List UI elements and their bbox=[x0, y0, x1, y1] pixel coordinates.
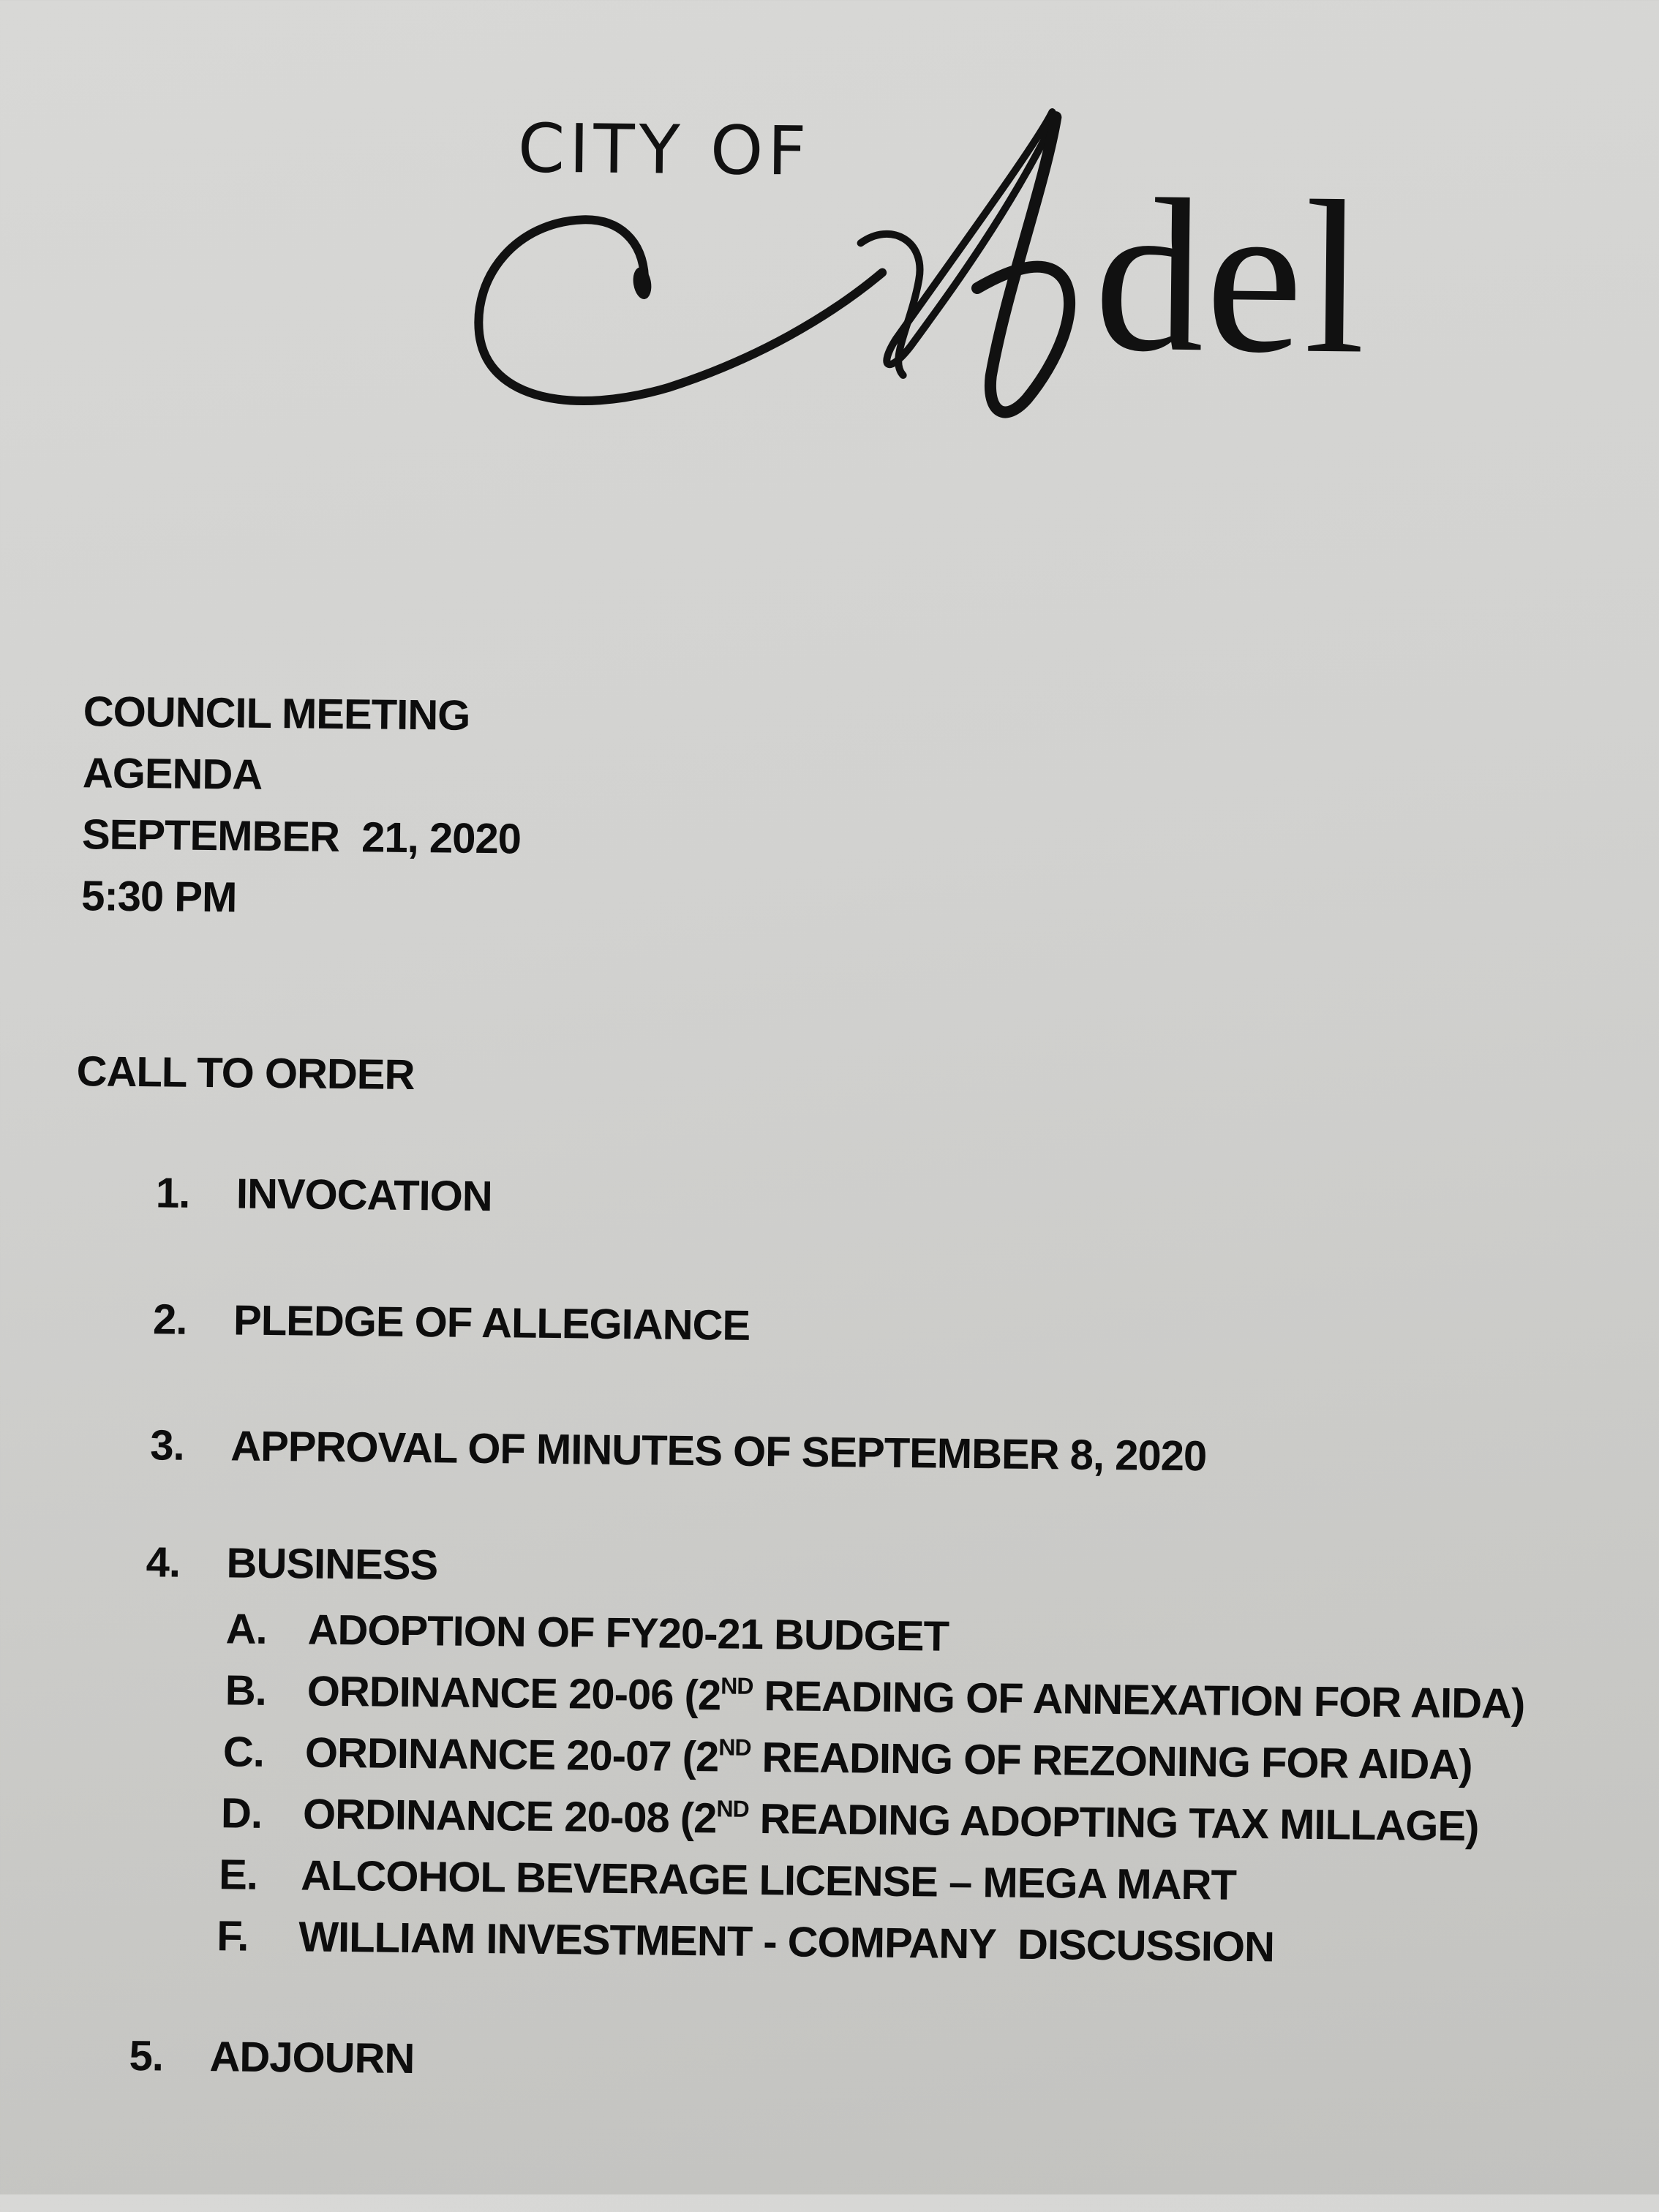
agenda-item-business bbox=[146, 1538, 437, 1590]
business-item-ordinance-20-07 bbox=[223, 1727, 1472, 1789]
meeting-time: 5:30 PM bbox=[80, 872, 237, 922]
item-number: 5. bbox=[129, 2032, 164, 2080]
item-number: 3. bbox=[149, 1421, 185, 1470]
sub-item-letter: E. bbox=[218, 1851, 258, 1899]
logo-del-text: del bbox=[1093, 153, 1369, 399]
item-label: PLEDGE OF ALLEGIANCE bbox=[233, 1296, 750, 1350]
item-number: 2. bbox=[152, 1295, 187, 1344]
business-item-william-investment bbox=[217, 1911, 1274, 1971]
sub-item-label: ORDINANCE 20-07 (2ND READING OF REZONING FOR AIDA) bbox=[304, 1728, 1472, 1789]
meeting-header bbox=[81, 681, 522, 931]
item-label: INVOCATION bbox=[236, 1170, 493, 1221]
meeting-date: SEPTEMBER 21, 2020 bbox=[81, 810, 522, 863]
call-to-order-heading: CALL TO ORDER bbox=[76, 1047, 415, 1099]
sub-item-label: ORDINANCE 20-06 (2ND READING OF ANNEXATION FOR AIDA) bbox=[306, 1667, 1525, 1728]
sub-item-label: ALCOHOL BEVERAGE LICENSE – MEGA MART bbox=[300, 1851, 1237, 1909]
sub-item-letter: C. bbox=[222, 1728, 265, 1776]
document-title: AGENDA bbox=[82, 749, 263, 799]
agenda-item-pledge bbox=[153, 1295, 750, 1350]
business-item-alcohol-license bbox=[219, 1850, 1236, 1910]
logo-city-of-text: CITY OF bbox=[517, 109, 811, 191]
city-logo bbox=[449, 92, 1426, 439]
business-item-budget bbox=[225, 1604, 949, 1660]
business-item-ordinance-20-06 bbox=[225, 1666, 1524, 1728]
agenda-item-adjourn bbox=[129, 2031, 414, 2083]
item-label: BUSINESS bbox=[226, 1539, 438, 1590]
business-item-ordinance-20-08 bbox=[221, 1788, 1479, 1851]
sub-item-label: WILLIAM INVESTMENT - COMPANY DISCUSSION bbox=[298, 1913, 1275, 1971]
sub-item-letter: F. bbox=[216, 1912, 249, 1960]
agenda-item-approval-of-minutes bbox=[150, 1421, 1207, 1481]
item-number: 1. bbox=[155, 1169, 190, 1217]
item-label: APPROVAL OF MINUTES OF SEPTEMBER 8, 2020 bbox=[230, 1422, 1207, 1481]
agenda-item-invocation bbox=[156, 1168, 492, 1221]
sub-item-letter: B. bbox=[225, 1666, 267, 1715]
sub-item-letter: D. bbox=[220, 1789, 263, 1837]
sub-item-label: ADOPTION OF FY20-21 BUDGET bbox=[307, 1606, 949, 1660]
sub-item-letter: A. bbox=[225, 1605, 268, 1653]
sub-item-label: ORDINANCE 20-08 (2ND READING ADOPTING TAX MILLAGE) bbox=[302, 1790, 1479, 1851]
item-number: 4. bbox=[146, 1538, 181, 1587]
item-label: ADJOURN bbox=[209, 2033, 415, 2083]
meeting-type: COUNCIL MEETING bbox=[83, 688, 470, 740]
